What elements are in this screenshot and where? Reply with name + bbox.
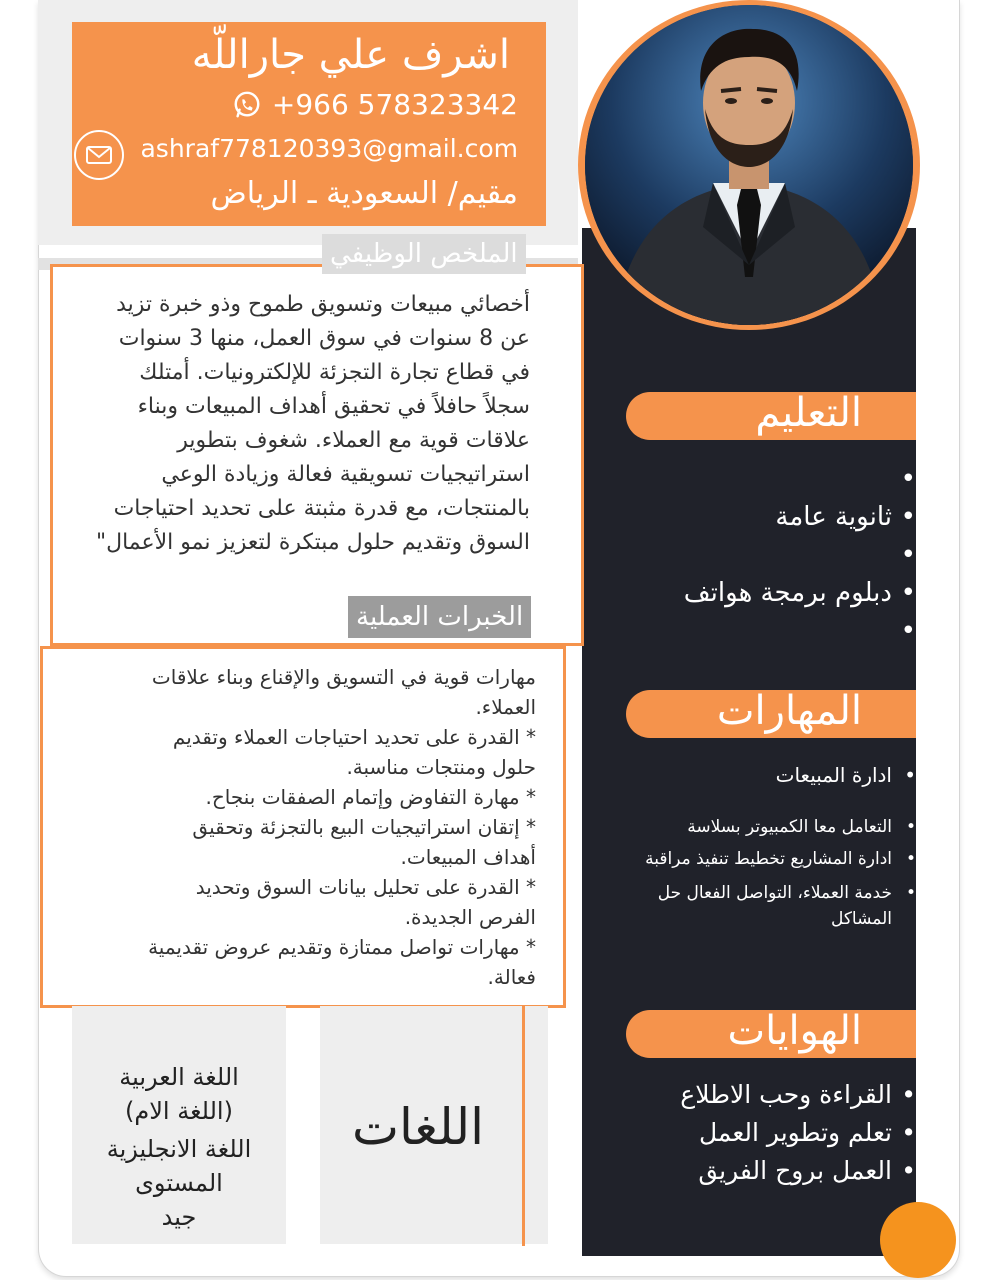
list-item: اللغة العربية bbox=[119, 1063, 239, 1091]
list-item bbox=[684, 460, 916, 498]
mail-icon bbox=[74, 130, 124, 180]
whatsapp-icon bbox=[232, 90, 262, 120]
list-item: مهارات قوية في التسويق والإقناع وبناء علاقات العملاء. bbox=[151, 665, 536, 719]
list-item: * القدرة على تحليل بيانات السوق وتحديد الفرص الجديدة. bbox=[195, 875, 536, 929]
list-item: اللغة الانجليزية bbox=[106, 1135, 252, 1163]
phone-number[interactable]: +966 578323342 bbox=[271, 88, 518, 121]
location: مقيم/ السعودية ـ الرياض bbox=[210, 176, 518, 211]
phone-row bbox=[232, 88, 518, 121]
list-item: المستوى bbox=[135, 1169, 223, 1197]
education-title: التعليم bbox=[755, 390, 862, 436]
list-item: * إتقان استراتيجيات البيع بالتجزئة وتحقيق أهداف المبيعات. bbox=[192, 815, 536, 869]
list-item: • القراءة وحب الاطلاع bbox=[680, 1076, 916, 1114]
list-item: • ادارة المبيعات bbox=[642, 758, 916, 792]
list-item: * القدرة على تحديد احتياجات العملاء وتقديم حلول ومنتجات مناسبة. bbox=[172, 725, 536, 779]
list-item: • ثانوية عامة bbox=[684, 498, 916, 536]
languages-list bbox=[72, 1060, 286, 1234]
list-item: جيد bbox=[161, 1203, 197, 1231]
orange-divider bbox=[522, 1006, 525, 1246]
list-item: * مهارات تواصل ممتازة وتقديم عروض تقديمية فعالة. bbox=[148, 935, 536, 989]
list-item: • العمل بروح الفريق bbox=[680, 1152, 916, 1190]
hobbies-heading bbox=[626, 1010, 916, 1058]
languages-title: اللغات bbox=[351, 1098, 485, 1156]
list-item: • تعلم وتطوير العمل bbox=[680, 1114, 916, 1152]
list-item: * مهارة التفاوض وإتمام الصفقات بنجاح. bbox=[205, 785, 536, 809]
list-item: • دبلوم برمجة هواتف bbox=[684, 574, 916, 612]
summary-title: الملخص الوظيفي bbox=[322, 234, 526, 274]
profile-photo bbox=[585, 5, 913, 325]
hobbies-list bbox=[680, 1076, 916, 1190]
summary-text: أخصائي مبيعات وتسويق طموح وذو خبرة تزيد عن 8 سنوات في سوق العمل، منها 3 سنوات في قطاع تجارة التجزئة للإلكترونيات. أمتلك سجلاً حافلاً في تحقيق أهداف المبيعات وبناء علاقات قوية مع العملاء. شغوف بتطوير استراتيجيات تسويقية فعالة وزيادة الوعي بالمنتجات، مع قدرة مثبتة على تحديد احتياجات السوق وتقديم حلول مبتكرة لتعزيز نمو الأعمال" bbox=[95, 292, 530, 555]
hobbies-title: الهوايات bbox=[727, 1008, 862, 1054]
list-item: • خدمة العملاء، التواصل الفعال حل المشاكل bbox=[642, 880, 916, 932]
list-item: • التعامل معا الكمبيوتر بسلاسة bbox=[642, 814, 916, 840]
skills-heading bbox=[626, 690, 916, 738]
education-heading bbox=[626, 392, 916, 440]
experience-list bbox=[140, 662, 536, 992]
skills-title: المهارات bbox=[716, 688, 862, 734]
full-name: اشرف علي جاراللّه bbox=[191, 32, 510, 78]
contact-header bbox=[72, 22, 546, 226]
experience-title: الخبرات العملية bbox=[348, 596, 531, 638]
email-row bbox=[140, 134, 518, 163]
list-item: (اللغة الام) bbox=[125, 1097, 233, 1125]
decorative-dot bbox=[880, 1202, 956, 1278]
list-item: • ادارة المشاريع تخطيط تنفيذ مراقبة bbox=[642, 846, 916, 872]
list-item bbox=[684, 612, 916, 650]
skills-list bbox=[642, 758, 916, 932]
list-item bbox=[684, 536, 916, 574]
education-list bbox=[684, 460, 916, 650]
email-address[interactable]: ashraf778120393@gmail.com bbox=[140, 134, 518, 163]
